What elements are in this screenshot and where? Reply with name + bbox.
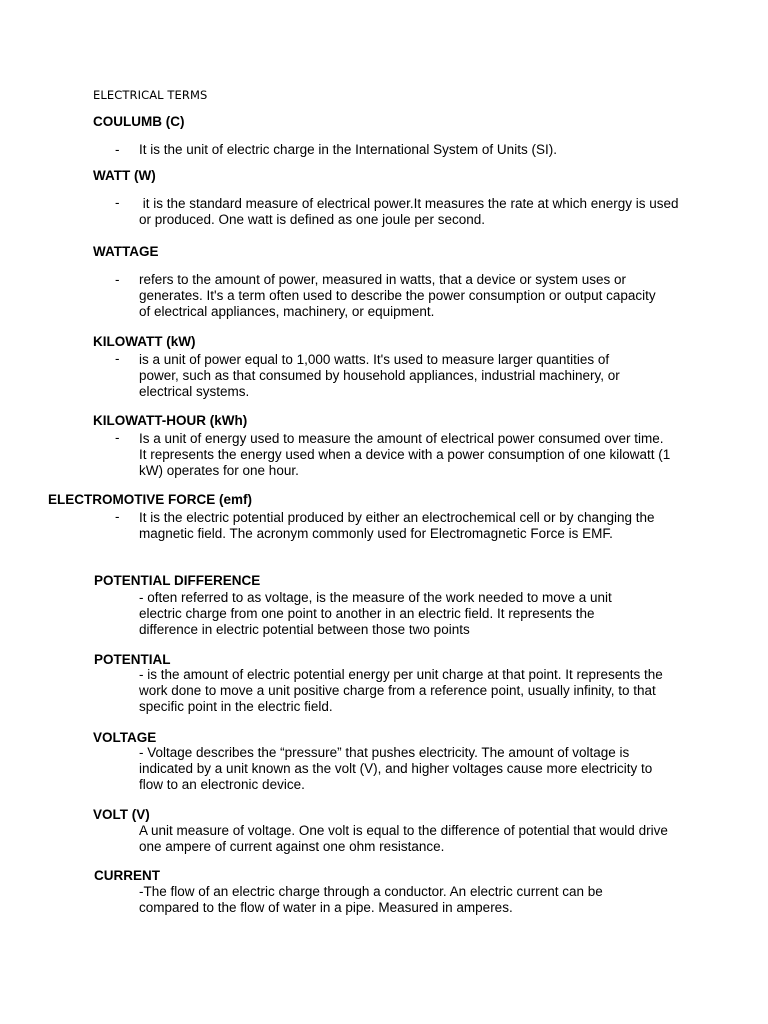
term-definition-potential-difference: - often referred to as voltage, is the measure of the work needed to move a unit electric charge from one point to another in an electric field. It represents the difference in electric potential between those two points bbox=[139, 590, 612, 637]
term-heading-electromotive-force: ELECTROMOTIVE FORCE (emf) bbox=[48, 492, 253, 507]
term-definition-kilowatt-hour: Is a unit of energy used to measure the amount of electrical power consumed over time. It represents the energy used when a device with a power consumption of one kilowatt (1 kW) operates for one hour. bbox=[139, 431, 671, 478]
term-heading-kilowatt: KILOWATT (kW) bbox=[93, 334, 196, 349]
term-heading-potential-difference: POTENTIAL DIFFERENCE bbox=[94, 573, 261, 588]
term-definition-coulumb: It is the unit of electric charge in the International System of Units (SI). bbox=[139, 142, 557, 157]
bullet-dash: - bbox=[115, 351, 120, 366]
term-heading-kilowatt-hour: KILOWATT-HOUR (kWh) bbox=[93, 413, 248, 428]
term-definition-potential: - is the amount of electric potential energy per unit charge at that point. It represents the work done to move a unit positive charge from a reference point, usually infinity, to that specific point in the electric field. bbox=[139, 667, 663, 714]
bullet-dash: - bbox=[115, 430, 120, 445]
bullet-dash: - bbox=[115, 195, 120, 210]
bullet-dash: - bbox=[115, 142, 120, 157]
term-definition-watt: it is the standard measure of electrical power.It measures the rate at which energy is used or produced. One watt is defined as one joule per second. bbox=[139, 196, 683, 227]
term-heading-potential: POTENTIAL bbox=[94, 652, 171, 667]
term-definition-current: -The flow of an electric charge through a conductor. An electric current can be compared to the flow of water in a pipe. Measured in amperes. bbox=[139, 884, 603, 915]
term-definition-voltage: - Voltage describes the “pressure” that pushes electricity. The amount of voltage is indicated by a unit known as the volt (V), and higher voltages cause more electricity to flow to an electronic device. bbox=[139, 745, 653, 792]
document-title: ELECTRICAL TERMS bbox=[93, 88, 208, 102]
bullet-dash: - bbox=[115, 272, 120, 287]
term-heading-watt: WATT (W) bbox=[93, 168, 156, 183]
bullet-dash: - bbox=[115, 509, 120, 524]
term-definition-volt: A unit measure of voltage. One volt is equal to the difference of potential that would drive one ampere of current against one ohm resistance. bbox=[139, 823, 668, 854]
term-heading-volt: VOLT (V) bbox=[93, 807, 150, 822]
term-heading-wattage: WATTAGE bbox=[93, 244, 159, 259]
term-definition-kilowatt: is a unit of power equal to 1,000 watts. It's used to measure larger quantities of power, such as that consumed by household appliances, industrial machinery, or electrical systems. bbox=[139, 352, 620, 399]
term-heading-current: CURRENT bbox=[94, 868, 160, 883]
term-heading-voltage: VOLTAGE bbox=[93, 730, 157, 745]
term-heading-coulumb: COULUMB (C) bbox=[93, 114, 185, 129]
term-definition-wattage: refers to the amount of power, measured in watts, that a device or system uses or generates. It's a term often used to describe the power consumption or output capacity of electrical appliances, machinery, or equipment. bbox=[139, 272, 656, 319]
term-definition-electromotive-force: It is the electric potential produced by either an electrochemical cell or by changing the magnetic field. The acronym commonly used for Electromagnetic Force is EMF. bbox=[139, 510, 655, 541]
